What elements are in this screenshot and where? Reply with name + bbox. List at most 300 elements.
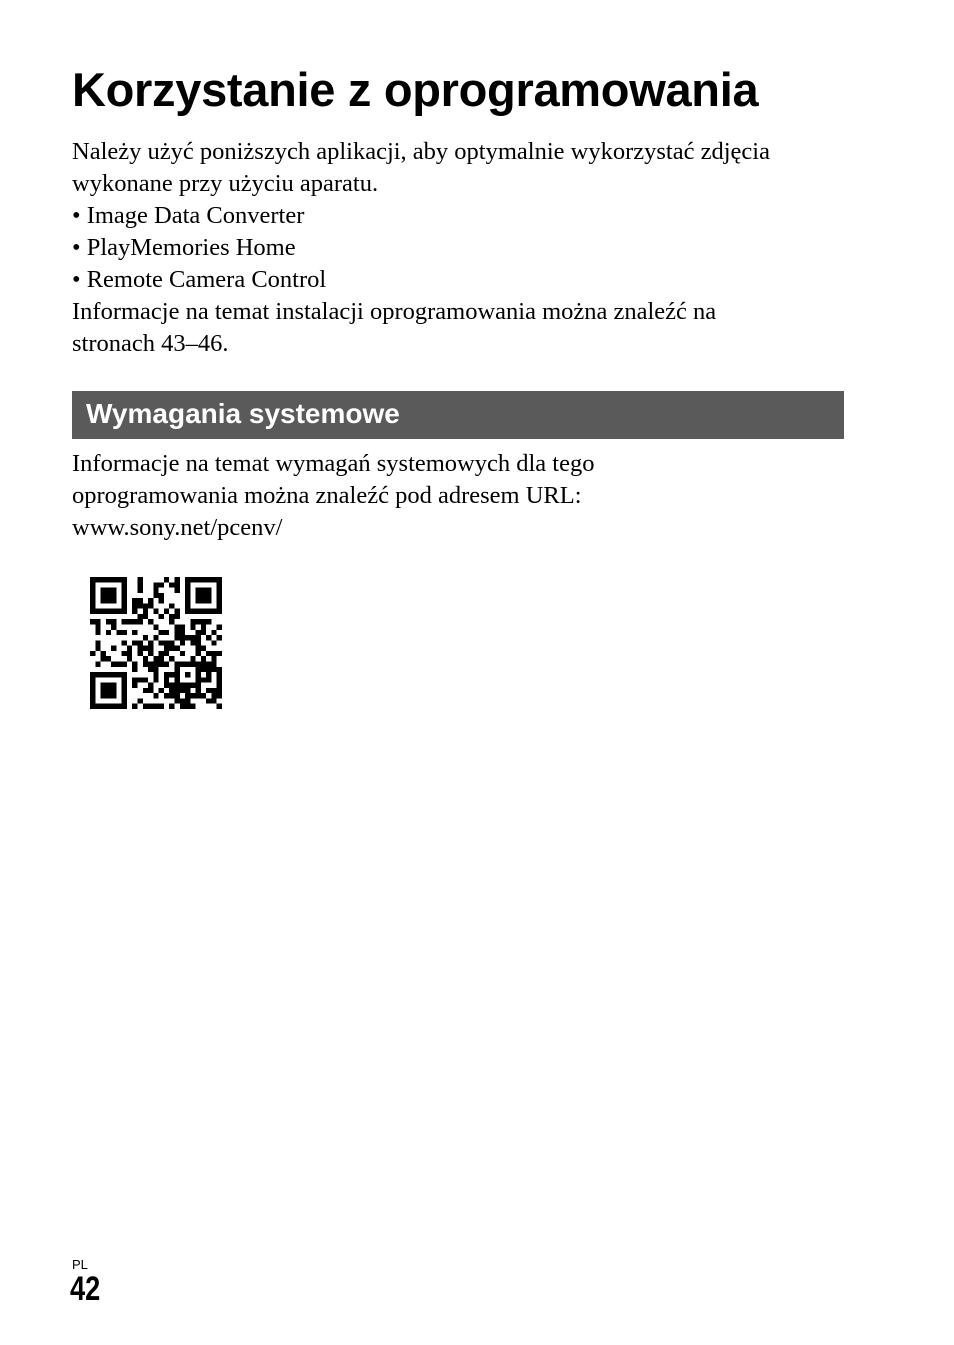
qr-module: [201, 625, 206, 630]
qr-module: [138, 651, 143, 656]
qr-module: [174, 577, 179, 582]
section-title: Wymagania systemowe: [86, 398, 400, 429]
qr-module: [217, 672, 222, 677]
qr-module: [217, 683, 222, 688]
qr-module: [90, 598, 95, 603]
qr-module: [174, 688, 179, 693]
qr-module: [122, 698, 127, 703]
qr-module: [90, 688, 95, 693]
qr-module: [174, 693, 179, 698]
qr-code-image: [90, 577, 222, 709]
qr-module: [122, 582, 127, 587]
qr-module: [90, 677, 95, 682]
qr-module: [95, 577, 100, 582]
qr-module: [122, 651, 127, 656]
qr-module: [190, 609, 195, 614]
qr-module: [127, 646, 132, 651]
qr-module: [164, 672, 169, 677]
qr-module: [138, 582, 143, 587]
qr-module: [174, 582, 179, 587]
qr-module: [211, 640, 216, 645]
qr-module: [90, 683, 95, 688]
qr-module: [148, 661, 153, 666]
requirements-line: oprogramowania można znaleźć pod adresem URL:: [72, 482, 582, 509]
qr-module: [106, 656, 111, 661]
qr-module: [196, 667, 201, 672]
qr-module: [106, 688, 111, 693]
qr-module: [185, 588, 190, 593]
qr-module: [217, 598, 222, 603]
qr-module: [106, 704, 111, 709]
qr-module: [106, 593, 111, 598]
qr-module: [148, 603, 153, 608]
qr-module: [190, 683, 195, 688]
qr-module: [217, 688, 222, 693]
qr-module: [159, 656, 164, 661]
qr-module: [106, 672, 111, 677]
qr-module: [174, 588, 179, 593]
qr-module: [143, 609, 148, 614]
qr-module: [201, 693, 206, 698]
qr-module: [106, 683, 111, 688]
requirements-url: www.sony.net/pcenv/: [72, 514, 283, 541]
qr-module: [90, 609, 95, 614]
qr-module: [190, 619, 195, 624]
qr-module: [190, 704, 195, 709]
qr-module: [143, 635, 148, 640]
qr-module: [164, 640, 169, 645]
qr-module: [122, 677, 127, 682]
qr-module: [101, 577, 106, 582]
qr-module: [101, 609, 106, 614]
qr-module: [111, 661, 116, 666]
qr-module: [180, 625, 185, 630]
intro-line: wykonane przy użyciu aparatu.: [72, 170, 379, 197]
qr-module: [148, 598, 153, 603]
page-number: 42: [70, 1270, 101, 1308]
qr-module: [201, 656, 206, 661]
qr-module: [95, 625, 100, 630]
qr-module: [132, 683, 137, 688]
qr-module: [153, 704, 158, 709]
qr-module: [206, 667, 211, 672]
qr-module: [132, 661, 137, 666]
qr-module: [106, 630, 111, 635]
qr-module: [90, 693, 95, 698]
qr-module: [201, 677, 206, 682]
qr-module: [148, 640, 153, 645]
qr-module: [148, 619, 153, 624]
qr-module: [211, 688, 216, 693]
qr-module: [153, 635, 158, 640]
qr-module: [185, 693, 190, 698]
qr-module: [90, 672, 95, 677]
qr-module: [90, 593, 95, 598]
qr-module: [159, 704, 164, 709]
qr-module: [180, 635, 185, 640]
qr-module: [111, 625, 116, 630]
qr-module: [159, 593, 164, 598]
qr-module: [201, 588, 206, 593]
qr-module: [164, 646, 169, 651]
section-header-bar: [72, 391, 844, 439]
qr-module: [190, 625, 195, 630]
qr-module: [153, 672, 158, 677]
qr-module: [185, 683, 190, 688]
qr-module: [148, 688, 153, 693]
qr-module: [95, 630, 100, 635]
qr-module: [111, 688, 116, 693]
qr-module: [185, 672, 190, 677]
qr-module: [217, 593, 222, 598]
qr-module: [206, 651, 211, 656]
qr-module: [174, 661, 179, 666]
qr-module: [180, 688, 185, 693]
install-info-line: Informacje na temat instalacji oprogramowania można znaleźć na: [72, 298, 717, 325]
qr-module: [148, 704, 153, 709]
qr-module: [217, 667, 222, 672]
qr-module: [106, 619, 111, 624]
qr-module: [138, 598, 143, 603]
qr-module: [190, 661, 195, 666]
qr-module: [190, 656, 195, 661]
qr-module: [196, 619, 201, 624]
qr-module: [111, 598, 116, 603]
qr-module: [101, 672, 106, 677]
qr-module: [101, 593, 106, 598]
qr-module: [138, 646, 143, 651]
qr-module: [206, 609, 211, 614]
qr-module: [217, 625, 222, 630]
qr-module: [143, 677, 148, 682]
qr-module: [196, 677, 201, 682]
qr-module: [143, 614, 148, 619]
qr-module: [111, 683, 116, 688]
qr-module: [211, 661, 216, 666]
qr-module: [164, 630, 169, 635]
qr-module: [211, 698, 216, 703]
qr-module: [122, 603, 127, 608]
qr-module: [153, 609, 158, 614]
qr-module: [90, 582, 95, 587]
qr-module: [127, 651, 132, 656]
qr-module: [201, 646, 206, 651]
qr-module: [211, 630, 216, 635]
qr-module: [217, 603, 222, 608]
qr-module: [95, 609, 100, 614]
qr-module: [211, 651, 216, 656]
qr-module: [101, 588, 106, 593]
qr-module: [217, 651, 222, 656]
qr-module: [138, 603, 143, 608]
qr-module: [153, 667, 158, 672]
software-item-playmemories-home: • PlayMemories Home: [72, 234, 296, 261]
qr-module: [106, 693, 111, 698]
qr-module: [217, 577, 222, 582]
qr-module: [185, 698, 190, 703]
qr-module: [95, 704, 100, 709]
qr-module: [95, 646, 100, 651]
qr-module: [111, 704, 116, 709]
qr-module: [206, 577, 211, 582]
qr-module: [211, 656, 216, 661]
qr-module: [111, 693, 116, 698]
qr-module: [90, 619, 95, 624]
qr-module: [174, 609, 179, 614]
qr-module: [138, 588, 143, 593]
qr-module: [164, 661, 169, 666]
requirements-block: [72, 448, 862, 544]
qr-module: [153, 588, 158, 593]
qr-module: [111, 577, 116, 582]
qr-module: [106, 609, 111, 614]
qr-module: [169, 619, 174, 624]
qr-module: [206, 588, 211, 593]
qr-module: [190, 577, 195, 582]
qr-module: [138, 614, 143, 619]
qr-module: [122, 609, 127, 614]
qr-module: [159, 598, 164, 603]
install-info-line: stronach 43–46.: [72, 330, 229, 357]
qr-module: [180, 661, 185, 666]
qr-module: [169, 672, 174, 677]
qr-module: [206, 593, 211, 598]
qr-module: [122, 593, 127, 598]
qr-module: [159, 640, 164, 645]
qr-module: [132, 704, 137, 709]
qr-module: [196, 646, 201, 651]
qr-module: [153, 582, 158, 587]
qr-module: [201, 619, 206, 624]
qr-module: [127, 656, 132, 661]
qr-module: [174, 614, 179, 619]
qr-module: [201, 609, 206, 614]
qr-module: [138, 698, 143, 703]
qr-module: [90, 698, 95, 703]
qr-module: [101, 704, 106, 709]
qr-module: [122, 661, 127, 666]
qr-module: [190, 635, 195, 640]
qr-module: [185, 635, 190, 640]
qr-module: [196, 693, 201, 698]
qr-module: [116, 661, 121, 666]
qr-module: [196, 672, 201, 677]
qr-module: [90, 577, 95, 582]
qr-module: [111, 609, 116, 614]
qr-module: [174, 677, 179, 682]
qr-module: [211, 577, 216, 582]
qr-module: [196, 588, 201, 593]
qr-module: [106, 598, 111, 603]
qr-module: [153, 677, 158, 682]
qr-module: [132, 667, 137, 672]
qr-module: [217, 635, 222, 640]
qr-module: [217, 704, 222, 709]
qr-module: [90, 651, 95, 656]
qr-module: [217, 588, 222, 593]
qr-module: [190, 693, 195, 698]
qr-module: [196, 688, 201, 693]
qr-module: [122, 588, 127, 593]
requirements-line: Informacje na temat wymagań systemowych dla tego: [72, 450, 595, 477]
qr-module: [111, 588, 116, 593]
qr-module: [111, 646, 116, 651]
qr-module: [106, 577, 111, 582]
qr-module: [206, 635, 211, 640]
qr-module: [174, 698, 179, 703]
qr-module: [143, 603, 148, 608]
qr-module: [169, 693, 174, 698]
qr-module: [164, 693, 169, 698]
qr-module: [185, 603, 190, 608]
qr-module: [164, 609, 169, 614]
qr-module: [174, 635, 179, 640]
qr-module: [201, 598, 206, 603]
qr-module: [185, 598, 190, 603]
qr-module: [138, 619, 143, 624]
qr-module: [196, 609, 201, 614]
page-title: Korzystanie z oprogramowania: [72, 63, 759, 116]
qr-module: [122, 693, 127, 698]
qr-module: [185, 577, 190, 582]
qr-module: [127, 619, 132, 624]
qr-module: [164, 683, 169, 688]
qr-module: [153, 693, 158, 698]
qr-module: [196, 598, 201, 603]
qr-module: [116, 630, 121, 635]
qr-module: [180, 630, 185, 635]
qr-module: [122, 640, 127, 645]
qr-module: [132, 630, 137, 635]
intro-block: [72, 136, 862, 360]
qr-module: [101, 651, 106, 656]
software-item-image-data-converter: • Image Data Converter: [72, 202, 305, 229]
qr-module: [180, 640, 185, 645]
qr-module: [101, 656, 106, 661]
qr-module: [153, 661, 158, 666]
qr-module: [201, 593, 206, 598]
qr-module: [122, 688, 127, 693]
qr-module: [174, 672, 179, 677]
qr-module: [164, 677, 169, 682]
qr-module: [206, 688, 211, 693]
qr-module: [164, 651, 169, 656]
qr-module: [90, 588, 95, 593]
qr-module: [132, 640, 137, 645]
qr-module: [174, 625, 179, 630]
qr-module: [196, 635, 201, 640]
qr-module: [116, 609, 121, 614]
qr-module: [122, 630, 127, 635]
qr-module: [153, 593, 158, 598]
qr-module: [169, 640, 174, 645]
qr-module: [111, 672, 116, 677]
qr-module: [201, 630, 206, 635]
qr-module: [169, 614, 174, 619]
qr-module: [116, 704, 121, 709]
qr-module: [169, 688, 174, 693]
qr-module: [169, 704, 174, 709]
qr-module: [190, 640, 195, 645]
qr-module: [185, 688, 190, 693]
qr-module: [201, 661, 206, 666]
qr-module: [122, 672, 127, 677]
qr-module: [169, 683, 174, 688]
qr-module: [159, 614, 164, 619]
qr-module: [185, 704, 190, 709]
qr-module: [201, 577, 206, 582]
qr-module: [122, 704, 127, 709]
qr-module: [169, 646, 174, 651]
qr-module: [106, 588, 111, 593]
qr-module: [185, 661, 190, 666]
qr-module: [143, 704, 148, 709]
qr-module: [143, 646, 148, 651]
qr-module: [143, 661, 148, 666]
qr-module: [95, 672, 100, 677]
qr-module: [185, 582, 190, 587]
qr-module: [211, 667, 216, 672]
qr-module: [90, 603, 95, 608]
qr-module: [132, 619, 137, 624]
qr-module: [138, 577, 143, 582]
qr-module: [180, 683, 185, 688]
qr-module: [95, 619, 100, 624]
qr-module: [101, 598, 106, 603]
qr-module: [122, 619, 127, 624]
intro-line: Należy użyć poniższych aplikacji, aby optymalnie wykorzystać zdjęcia: [72, 138, 770, 165]
qr-module: [180, 698, 185, 703]
qr-module: [101, 683, 106, 688]
language-code: PL: [72, 1257, 88, 1272]
qr-module: [153, 656, 158, 661]
qr-module: [196, 630, 201, 635]
software-list: [72, 200, 862, 296]
qr-module: [148, 683, 153, 688]
qr-module: [101, 693, 106, 698]
qr-module: [116, 577, 121, 582]
qr-module: [143, 688, 148, 693]
qr-module: [116, 672, 121, 677]
qr-module: [180, 704, 185, 709]
qr-module: [206, 672, 211, 677]
qr-module: [196, 640, 201, 645]
qr-module: [159, 661, 164, 666]
qr-module: [111, 619, 116, 624]
qr-module: [196, 593, 201, 598]
qr-module: [122, 577, 127, 582]
qr-module: [185, 609, 190, 614]
qr-module: [180, 651, 185, 656]
qr-module: [148, 651, 153, 656]
qr-module: [132, 677, 137, 682]
software-item-remote-camera-control: • Remote Camera Control: [72, 266, 327, 293]
qr-module: [185, 593, 190, 598]
qr-module: [169, 656, 174, 661]
qr-module: [122, 683, 127, 688]
qr-module: [95, 640, 100, 645]
qr-module: [138, 640, 143, 645]
qr-module: [159, 582, 164, 587]
qr-module: [148, 667, 153, 672]
qr-module: [174, 646, 179, 651]
qr-module: [174, 630, 179, 635]
qr-module: [206, 661, 211, 666]
qr-module: [196, 651, 201, 656]
qr-module: [201, 667, 206, 672]
qr-module: [132, 609, 137, 614]
qr-module: [196, 661, 201, 666]
